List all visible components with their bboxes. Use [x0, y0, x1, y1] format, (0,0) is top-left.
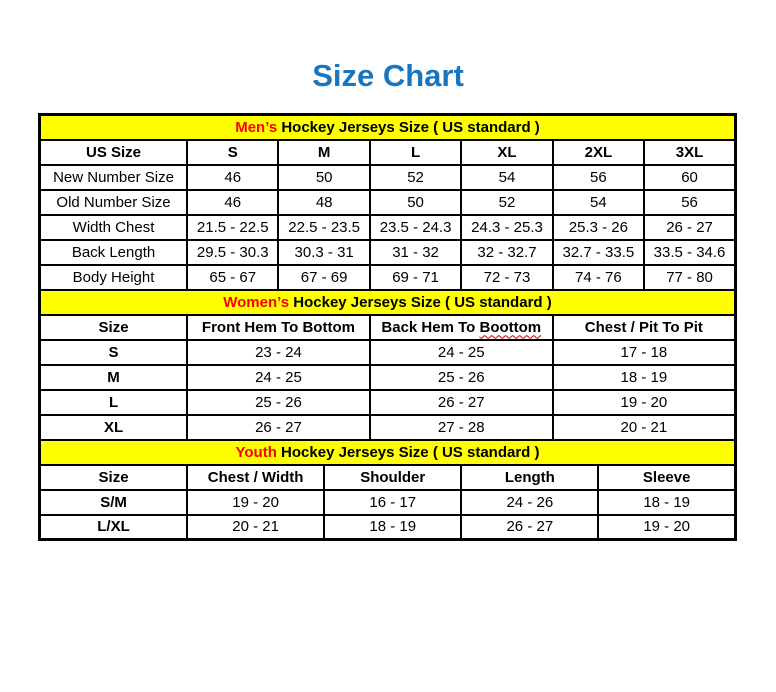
row-label-cell: S: [40, 340, 188, 365]
table-cell: 52: [370, 165, 461, 190]
column-header-cell: Size: [40, 315, 188, 340]
column-header-cell: Size: [40, 465, 188, 490]
table-row: [40, 415, 736, 440]
mens-caption-accent: Men’s: [235, 118, 278, 136]
page-title: Size Chart: [312, 58, 464, 93]
table-cell: 24.3 - 25.3: [461, 215, 552, 240]
row-label-cell: Old Number Size: [40, 190, 188, 215]
table-cell: 26 - 27: [370, 390, 553, 415]
womens-header-row: [40, 315, 736, 340]
table-cell: 33.5 - 34.6: [644, 240, 735, 265]
table-cell: 26 - 27: [461, 515, 598, 540]
mens-section-header: [40, 115, 736, 140]
row-label-cell: Back Length: [40, 240, 188, 265]
mens-caption-text: Hockey Jerseys Size ( US standard ): [277, 118, 540, 136]
table-cell: 50: [278, 165, 369, 190]
column-header-cell: [370, 315, 553, 340]
table-cell: 22.5 - 23.5: [278, 215, 369, 240]
table-cell: 26 - 27: [187, 415, 370, 440]
table-cell: 17 - 18: [553, 340, 736, 365]
table-cell: 52: [461, 190, 552, 215]
table-cell: 25 - 26: [187, 390, 370, 415]
table-cell: 46: [187, 190, 278, 215]
table-row: [40, 515, 736, 540]
table-cell: 69 - 71: [370, 265, 461, 290]
youth-header-row: [40, 465, 736, 490]
table-cell: 30.3 - 31: [278, 240, 369, 265]
table-cell: 20 - 21: [553, 415, 736, 440]
column-header-cell: US Size: [40, 140, 188, 165]
womens-section-header: [40, 290, 736, 315]
table-cell: 29.5 - 30.3: [187, 240, 278, 265]
table-cell: 48: [278, 190, 369, 215]
table-cell: 25 - 26: [370, 365, 553, 390]
mens-section-header-row: [40, 115, 736, 140]
row-label-cell: New Number Size: [40, 165, 188, 190]
column-header-cell: 2XL: [553, 140, 644, 165]
row-label-cell: XL: [40, 415, 188, 440]
table-row: [40, 215, 736, 240]
table-cell: 54: [553, 190, 644, 215]
column-header-cell: Front Hem To Bottom: [187, 315, 370, 340]
table-row: [40, 265, 736, 290]
row-label-cell: S/M: [40, 490, 188, 515]
table-row: [40, 490, 736, 515]
table-row: [40, 240, 736, 265]
column-header-cell: L: [370, 140, 461, 165]
size-chart-table: [38, 113, 737, 541]
table-cell: 46: [187, 165, 278, 190]
row-label-cell: L/XL: [40, 515, 188, 540]
table-cell: 18 - 19: [324, 515, 461, 540]
youth-caption-accent: Youth: [235, 443, 277, 461]
column-header-cell: Length: [461, 465, 598, 490]
table-row: [40, 365, 736, 390]
table-cell: 24 - 25: [370, 340, 553, 365]
table-cell: 19 - 20: [553, 390, 736, 415]
table-cell: 32 - 32.7: [461, 240, 552, 265]
column-header-cell: 3XL: [644, 140, 735, 165]
table-cell: 56: [553, 165, 644, 190]
table-cell: 72 - 73: [461, 265, 552, 290]
table-cell: 18 - 19: [598, 490, 735, 515]
youth-section-header: [40, 440, 736, 465]
table-row: [40, 340, 736, 365]
table-row: [40, 390, 736, 415]
column-header-cell: M: [278, 140, 369, 165]
table-cell: 16 - 17: [324, 490, 461, 515]
row-label-cell: Width Chest: [40, 215, 188, 240]
table-cell: 20 - 21: [187, 515, 324, 540]
womens-section-header-row: [40, 290, 736, 315]
table-cell: 74 - 76: [553, 265, 644, 290]
table-cell: 18 - 19: [553, 365, 736, 390]
table-cell: 19 - 20: [187, 490, 324, 515]
table-row: [40, 165, 736, 190]
table-cell: 23 - 24: [187, 340, 370, 365]
table-cell: 21.5 - 22.5: [187, 215, 278, 240]
table-cell: 23.5 - 24.3: [370, 215, 461, 240]
table-cell: 31 - 32: [370, 240, 461, 265]
column-header-cell: Shoulder: [324, 465, 461, 490]
column-header-text: Back Hem To: [381, 318, 480, 336]
table-cell: 32.7 - 33.5: [553, 240, 644, 265]
table-cell: 65 - 67: [187, 265, 278, 290]
table-row: [40, 190, 736, 215]
column-header-cell: Chest / Width: [187, 465, 324, 490]
table-cell: 54: [461, 165, 552, 190]
column-header-cell: Sleeve: [598, 465, 735, 490]
table-cell: 27 - 28: [370, 415, 553, 440]
column-header-cell: Chest / Pit To Pit: [553, 315, 736, 340]
mens-header-row: [40, 140, 736, 165]
row-label-cell: Body Height: [40, 265, 188, 290]
column-header-cell: XL: [461, 140, 552, 165]
table-cell: 24 - 25: [187, 365, 370, 390]
table-cell: 26 - 27: [644, 215, 735, 240]
row-label-cell: M: [40, 365, 188, 390]
table-cell: 24 - 26: [461, 490, 598, 515]
table-cell: 67 - 69: [278, 265, 369, 290]
youth-caption-text: Hockey Jerseys Size ( US standard ): [276, 443, 540, 461]
table-cell: 56: [644, 190, 735, 215]
table-cell: 50: [370, 190, 461, 215]
table-cell: 19 - 20: [598, 515, 735, 540]
table-cell: 60: [644, 165, 735, 190]
table-cell: 77 - 80: [644, 265, 735, 290]
womens-caption-accent: Women’s: [223, 293, 290, 311]
row-label-cell: L: [40, 390, 188, 415]
womens-caption-text: Hockey Jerseys Size ( US standard ): [289, 293, 552, 311]
misspelled-word: Boottom: [479, 318, 542, 336]
column-header-cell: S: [187, 140, 278, 165]
table-cell: 25.3 - 26: [553, 215, 644, 240]
youth-section-header-row: [40, 440, 736, 465]
